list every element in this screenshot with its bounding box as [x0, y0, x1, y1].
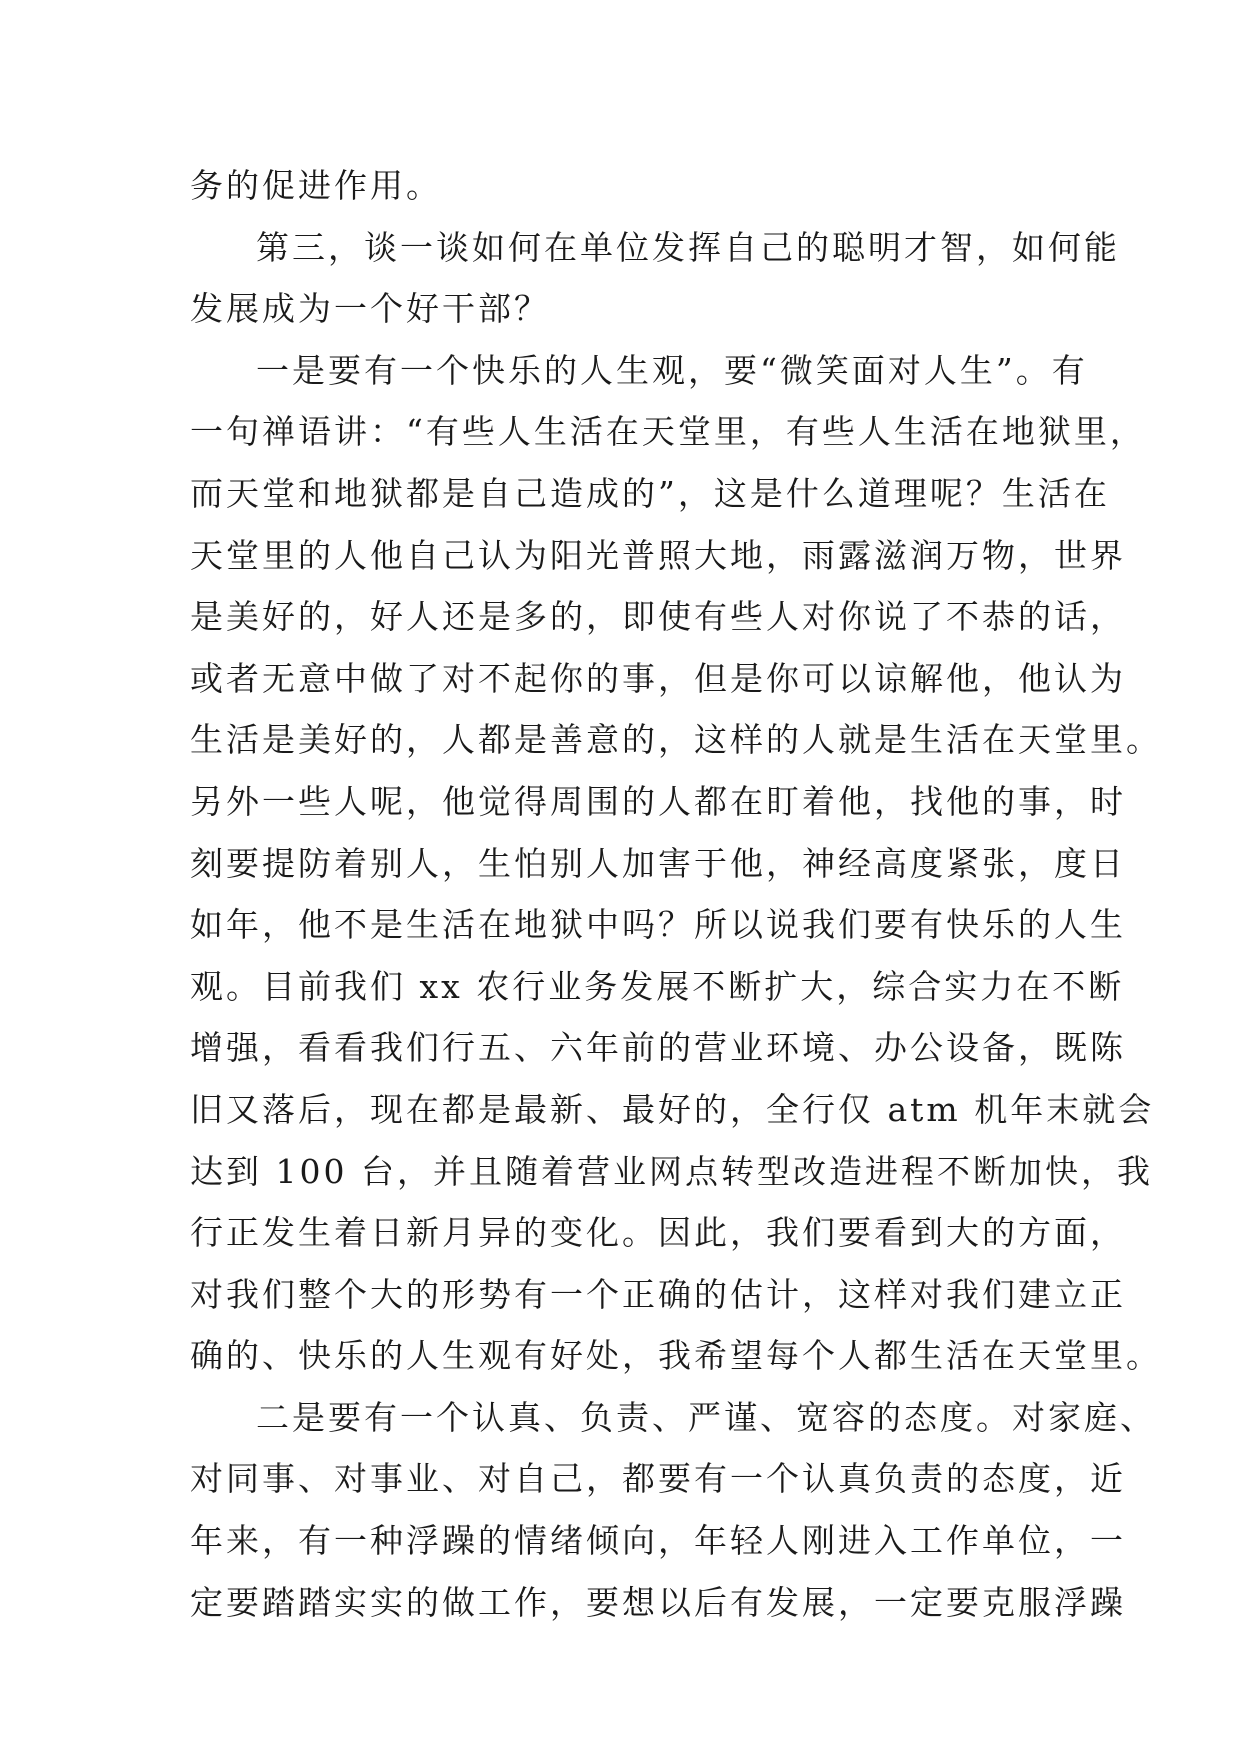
text-line: 如年，他不是生活在地狱中吗？所以说我们要有快乐的人生	[190, 905, 1126, 945]
text-line: 行正发生着日新月异的变化。因此，我们要看到大的方面，	[190, 1213, 1126, 1253]
text-line: 刻要提防着别人，生怕别人加害于他，神经高度紧张，度日	[190, 843, 1126, 883]
text-line: 达到 100 台，并且随着营业网点转型改造进程不断加快，我	[190, 1151, 1153, 1191]
paragraph	[190, 1387, 1156, 1633]
text-line: 年来，有一种浮躁的情绪倾向，年轻人刚进入工作单位，一	[190, 1521, 1126, 1561]
text-line: 生活是美好的，人都是善意的，这样的人就是生活在天堂里。	[190, 720, 1162, 760]
text-line: 而天堂和地狱都是自己造成的”，这是什么道理呢？生活在	[190, 473, 1110, 513]
text-line: 对我们整个大的形势有一个正确的估计，这样对我们建立正	[190, 1274, 1126, 1314]
text-line: 二是要有一个认真、负责、严谨、宽容的态度。对家庭、	[256, 1397, 1156, 1437]
paragraph	[190, 217, 1120, 340]
text-line: 天堂里的人他自己认为阳光普照大地，雨露滋润万物，世界	[190, 535, 1126, 575]
paragraph	[190, 155, 1052, 217]
text-line: 务的促进作用。	[190, 166, 442, 205]
text-line: 旧又落后，现在都是最新、最好的，全行仅 atm 机年末就会	[190, 1089, 1155, 1129]
document-body	[190, 155, 1162, 1633]
text-line: 另外一些人呢，他觉得周围的人都在盯着他，找他的事，时	[190, 781, 1126, 821]
text-line: 增强，看看我们行五、六年前的营业环境、办公设备，既陈	[190, 1028, 1126, 1068]
text-line: 发展成为一个好干部？	[190, 289, 550, 329]
text-line: 或者无意中做了对不起你的事，但是你可以谅解他，他认为	[190, 658, 1126, 698]
text-line: 确的、快乐的人生观有好处，我希望每个人都生活在天堂里。	[190, 1336, 1162, 1376]
text-line: 观。目前我们 xx 农行业务发展不断扩大，综合实力在不断	[190, 966, 1125, 1006]
text-line: 一是要有一个快乐的人生观，要“微笑面对人生”。有	[256, 350, 1088, 390]
text-line: 第三，谈一谈如何在单位发挥自己的聪明才智，如何能	[256, 227, 1120, 267]
text-line: 定要踏踏实实的做工作，要想以后有发展，一定要克服浮躁	[190, 1582, 1126, 1622]
text-line: 对同事、对事业、对自己，都要有一个认真负责的态度，近	[190, 1459, 1126, 1499]
text-line: 一句禅语讲：“有些人生活在天堂里，有些人生活在地狱里，	[190, 412, 1146, 452]
text-line: 是美好的，好人还是多的，即使有些人对你说了不恭的话，	[190, 597, 1126, 637]
paragraph	[190, 340, 1162, 1387]
